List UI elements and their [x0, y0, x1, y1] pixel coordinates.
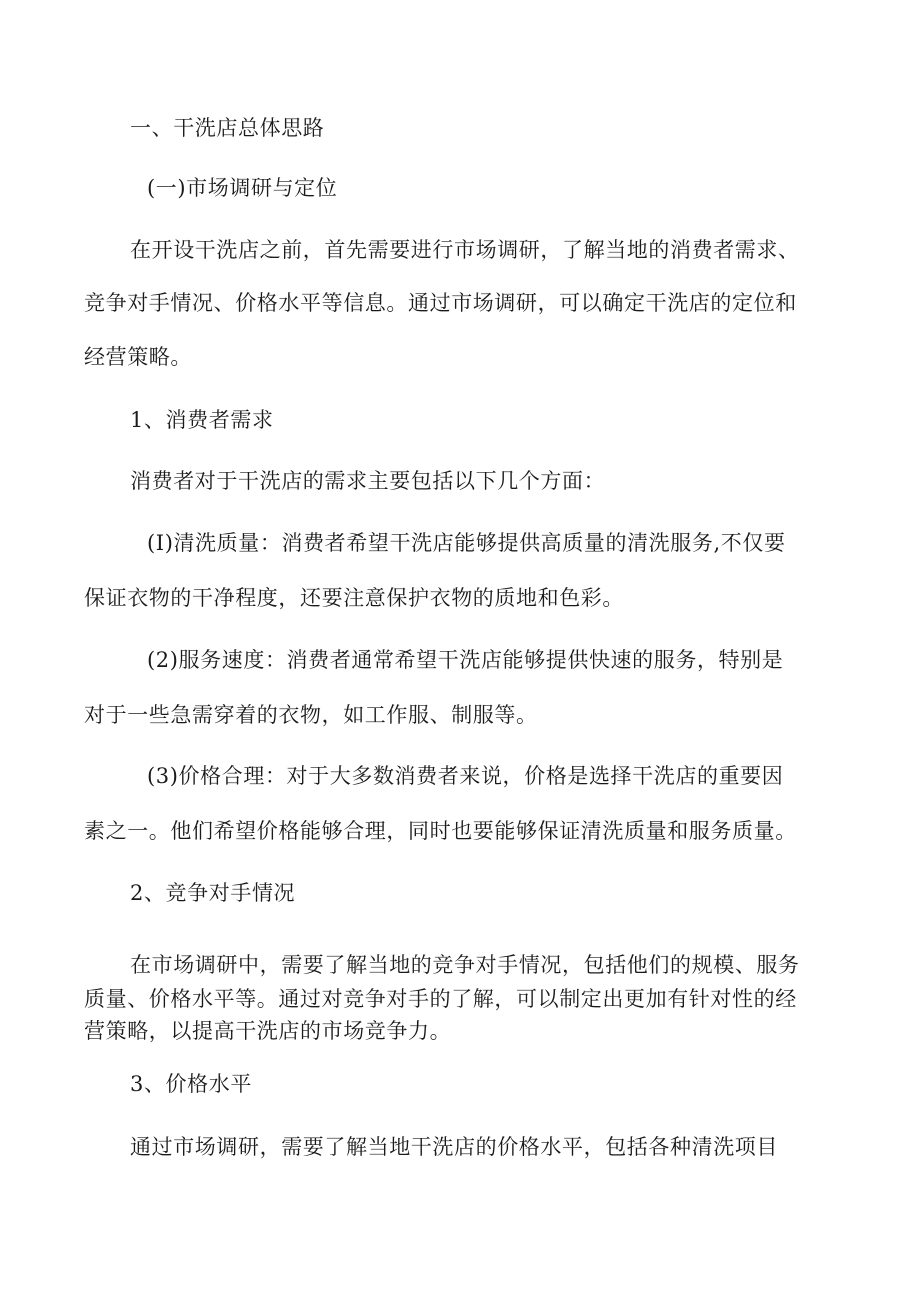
section-3-line-1: 通过市场调研，需要了解当地干洗店的价格水平，包括各种清洗项目	[130, 1135, 778, 1159]
section-2-title: 2、竞争对手情况	[130, 881, 296, 905]
item-2-line-1: (2)服务速度：消费者通常希望干洗店能够提供快速的服务，特别是	[147, 648, 784, 672]
paragraph-intro-line-3: 经营策略。	[84, 345, 192, 369]
item-1-line-1: (I)清洗质量：消费者希望干洗店能够提供高质量的清洗服务,不仅要	[147, 531, 786, 555]
item-3-line-1: (3)价格合理：对于大多数消费者来说，价格是选择干洗店的重要因	[147, 764, 784, 788]
section-1-title: 1、消费者需求	[130, 408, 274, 432]
heading-1: 一、干洗店总体思路	[130, 116, 325, 140]
section-3-title: 3、价格水平	[130, 1072, 252, 1096]
item-3-line-2: 素之一。他们希望价格能够合理，同时也要能够保证清洗质量和服务质量。	[84, 819, 797, 843]
paragraph-intro-line-2: 竞争对手情况、价格水平等信息。通过市场调研，可以确定干洗店的定位和	[84, 291, 797, 315]
section-2-line-1: 在市场调研中，需要了解当地的竞争对手情况，包括他们的规模、服务	[130, 953, 800, 977]
item-1-line-2: 保证衣物的干净程度，还要注意保护衣物的质地和色彩。	[84, 586, 624, 610]
section-2-line-2: 质量、价格水平等。通过对竞争对手的了解，可以制定出更加有针对性的经	[84, 987, 797, 1011]
heading-2: (一)市场调研与定位	[147, 176, 338, 200]
section-1-lead: 消费者对于干洗店的需求主要包括以下几个方面：	[130, 469, 606, 493]
item-2-line-2: 对于一些急需穿着的衣物，如工作服、制服等。	[84, 703, 538, 727]
paragraph-intro-line-1: 在开设干洗店之前，首先需要进行市场调研，了解当地的消费者需求、	[130, 238, 800, 262]
section-2-line-3: 营策略，以提高干洗店的市场竞争力。	[84, 1019, 452, 1043]
